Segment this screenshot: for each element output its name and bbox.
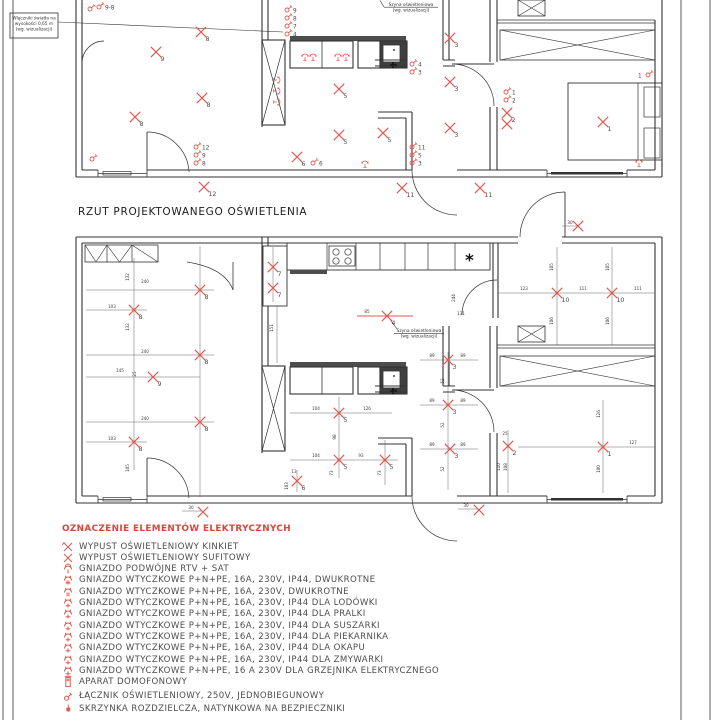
dimension-label: 93 xyxy=(358,453,364,458)
ceiling-light-mark xyxy=(197,93,211,109)
callout-text: (wg. wizualizacji) xyxy=(15,27,53,33)
ceiling-light-mark xyxy=(443,355,457,371)
plan1-walls xyxy=(76,0,662,215)
callout-track-plan2 xyxy=(397,327,442,340)
ceiling-light-mark xyxy=(198,507,208,517)
dimension-label: 126 xyxy=(363,406,371,411)
light-switch-mark xyxy=(311,158,323,167)
ceiling-light-mark xyxy=(598,117,612,133)
light-number: 7 xyxy=(277,292,282,299)
light-switch-mark xyxy=(504,95,516,104)
dimension-label: 105 xyxy=(549,263,554,271)
light-number: 3 xyxy=(454,86,459,93)
dimension-label: 108 xyxy=(503,463,508,471)
light-number: 7 xyxy=(277,271,282,278)
callout-text: wysokości 0,65 m xyxy=(14,22,54,27)
light-switch-mark xyxy=(194,150,206,159)
dimension-label: 126 xyxy=(596,410,601,418)
callout-text: (wg. wizualizacji) xyxy=(392,8,430,14)
ceiling-light-mark xyxy=(445,444,459,460)
dimension-label: 106 xyxy=(605,317,610,325)
legend-label: GNIAZDO WTYCZKOWE P+N+PE, 16A, 230V, IP44 DLA PRALKI xyxy=(79,609,366,620)
switch-number: 8 xyxy=(293,16,297,23)
dimension-label: 111 xyxy=(579,286,587,291)
switch-number: 1 xyxy=(512,90,516,97)
dimension-label: 89 xyxy=(460,398,466,403)
callout-text: (wg. wizualizacji) xyxy=(400,334,438,340)
dimension-label: 89 xyxy=(429,353,435,358)
dimension-label: 89 xyxy=(429,442,435,447)
dimension-label: 151 xyxy=(269,324,274,332)
legend-label: GNIAZDO WTYCZKOWE P+N+PE, 16 A 230V DLA GRZEJNIKA ELEKTRYCZNEGO xyxy=(79,665,440,676)
dimension-label: 52 xyxy=(440,378,445,384)
ceiling-light-mark xyxy=(292,152,306,168)
dimension-label: 103 xyxy=(108,436,116,441)
dimension-label: 25 xyxy=(502,431,508,436)
dimension-label: 127 xyxy=(629,440,637,445)
dimension-label: 52 xyxy=(440,422,445,428)
ceiling-light-mark xyxy=(151,47,165,63)
legend-label: GNIAZDO WTYCZKOWE P+N+PE, 16A, 230V, IP44 DLA LODÓWKI xyxy=(79,598,378,608)
ceiling-light-mark xyxy=(445,123,459,139)
dimension-label: 131 xyxy=(457,311,465,316)
hob-marker: * xyxy=(465,251,474,271)
light-number: 3 xyxy=(454,132,459,139)
light-number: 11 xyxy=(484,192,493,199)
legend-label: GNIAZDO WTYCZKOWE P+N+PE, 16A, 230V, IP44 DLA SUSZARKI xyxy=(79,620,380,631)
dimension-label: 105 xyxy=(605,263,610,271)
light-number: 8 xyxy=(204,426,209,433)
callout-geometry xyxy=(10,1,444,334)
legend-label: GNIAZDO WTYCZKOWE P+N+PE, 16A, 230V, DWUKROTNE xyxy=(79,586,349,597)
legend-label: WYPUST OŚWIETLENIOWY KINKIET xyxy=(79,541,239,552)
light-number: 2 xyxy=(511,117,516,124)
ceiling-light-mark xyxy=(268,262,282,278)
light-number: 9 xyxy=(157,381,162,388)
light-number: 1 xyxy=(607,451,612,458)
legend-label: SKRZYNKA ROZDZIELCZA, NATYNKOWA NA BEZPIECZNIKI xyxy=(79,703,346,714)
dimension-label: 240 xyxy=(141,279,149,284)
ceiling-light-mark xyxy=(443,400,457,416)
legend-label: ŁĄCZNIK OŚWIETLENIOWY, 250V, JEDNOBIEGUNOWY xyxy=(79,690,325,701)
ceiling-light-mark xyxy=(195,285,209,301)
power-socket-mark xyxy=(362,161,368,167)
power-socket-mark xyxy=(302,54,308,60)
light-number: 10 xyxy=(561,297,570,304)
light-switch-mark xyxy=(504,87,516,96)
ceiling-light-mark xyxy=(607,288,625,304)
light-number: 3 xyxy=(452,409,457,416)
ceiling-light-mark xyxy=(334,455,348,471)
light-number: 5 xyxy=(343,93,348,100)
legend-label: GNIAZDO WTYCZKOWE P+N+PE, 16A, 230V, IP44 DLA ZMYWARKI xyxy=(79,654,384,665)
plan2-walls xyxy=(76,192,662,541)
light-number: 8 xyxy=(138,446,143,453)
dimension-label: 132 xyxy=(125,273,130,281)
ceiling-light-mark xyxy=(380,455,394,471)
switch-number: 12 xyxy=(202,145,210,152)
plan2-marks xyxy=(108,220,642,517)
light-number: 6 xyxy=(301,161,306,168)
dimension-label: 104 xyxy=(312,406,320,411)
dimension-label: 73 xyxy=(329,470,334,476)
ceiling-light-mark xyxy=(148,372,162,388)
light-number: 2 xyxy=(512,450,517,457)
dimension-label: 103 xyxy=(284,482,289,490)
dimension-label: 30 xyxy=(188,505,194,510)
dimension-label: 25 xyxy=(132,371,137,377)
dimension-label: 52 xyxy=(440,466,445,472)
legend-title: OZNACZENIE ELEMENTÓW ELEKTRYCZNYCH xyxy=(62,524,292,534)
switch-number: 5 xyxy=(418,153,422,160)
ceiling-light-mark xyxy=(292,476,306,492)
power-socket-mark xyxy=(335,54,341,60)
dimension-label: 89 xyxy=(460,442,466,447)
ceiling-light-mark xyxy=(196,27,210,43)
switch-number: 2 xyxy=(512,98,516,105)
ceiling-light-mark xyxy=(552,288,570,304)
dimension-label: 111 xyxy=(634,286,642,291)
dimension-label: 240 xyxy=(141,349,149,354)
light-number: 3 xyxy=(454,42,459,49)
light-switch-mark xyxy=(97,2,115,11)
switch-number: 11 xyxy=(418,145,426,152)
extra-marks xyxy=(357,251,474,316)
light-number: 1 xyxy=(607,126,612,133)
light-switch-mark xyxy=(285,21,297,30)
switch-number: 9-8 xyxy=(105,5,115,12)
dimension-label: 103 xyxy=(108,304,116,309)
callout-text: Szyna oświetleniowa xyxy=(396,328,442,334)
light-number: 10 xyxy=(616,297,625,304)
light-number: 6 xyxy=(301,485,306,492)
ceiling-light-mark xyxy=(195,350,209,366)
switch-number: 3 xyxy=(418,70,422,77)
dimension-label: 85 xyxy=(364,309,370,314)
dimension-label: 73 xyxy=(377,470,382,476)
light-number: 12 xyxy=(208,191,217,198)
dimension-label: 123 xyxy=(520,286,528,291)
callout-text: Szyna oświetleniowa xyxy=(388,2,434,8)
plan1-title: RZUT PROJEKTOWANEGO OŚWIETLENIA xyxy=(78,206,308,218)
dimension-label: 13 xyxy=(291,469,297,474)
light-switch-mark xyxy=(194,142,210,151)
ceiling-light-mark xyxy=(502,119,512,129)
ceiling-light-mark xyxy=(475,183,493,199)
light-switch-mark xyxy=(285,13,297,22)
light-number: 5 xyxy=(387,137,392,144)
ceiling-light-mark xyxy=(334,84,348,100)
light-number: 9 xyxy=(160,56,165,63)
ceiling-light-mark xyxy=(129,305,143,321)
dimension-label: 132 xyxy=(125,323,130,331)
ceiling-light-mark xyxy=(195,417,209,433)
dimension-label: 100 xyxy=(596,465,601,473)
switch-number: 4 xyxy=(293,32,297,39)
ceiling-light-mark xyxy=(378,128,392,144)
dimension-label: 30 xyxy=(463,503,469,508)
ceiling-light-mark xyxy=(382,311,396,327)
light-switch-mark xyxy=(285,5,297,14)
switch-number: 9 xyxy=(202,153,206,160)
light-number: 5 xyxy=(343,139,348,146)
dimension-label: 98 xyxy=(332,434,337,440)
legend-label: WYPUST OŚWIETLENIOWY SUFITOWY xyxy=(79,552,251,563)
light-number: 8 xyxy=(205,36,210,43)
switch-number: 6 xyxy=(319,161,323,168)
ceiling-light-mark xyxy=(598,442,612,458)
power-socket-mark xyxy=(636,160,642,166)
dimension-label: 89 xyxy=(429,398,435,403)
light-number: 11 xyxy=(406,192,415,199)
ceiling-light-mark xyxy=(334,408,348,424)
light-number: 8 xyxy=(206,102,211,109)
ceiling-light-mark xyxy=(445,77,459,93)
ceiling-light-mark xyxy=(503,441,517,457)
legend-label: GNIAZDO WTYCZKOWE P+N+PE, 16A, 230V, IP44, DWUKROTNE xyxy=(79,575,376,586)
dimension-label: 106 xyxy=(549,317,554,325)
ceiling-light-mark xyxy=(130,112,144,128)
light-switch-mark xyxy=(410,67,422,76)
light-switch-mark xyxy=(638,70,653,79)
dimension-label: 104 xyxy=(312,453,320,458)
ceiling-light-mark xyxy=(199,182,217,198)
legend-label: GNIAZDO WTYCZKOWE P+N+PE, 16A, 230V, IP44 DLA OKAPU xyxy=(79,643,366,654)
power-socket-mark xyxy=(274,88,280,94)
dimension-label: 240 xyxy=(141,416,149,421)
callout-text: Włączniki światła na xyxy=(12,16,56,22)
light-number: 5 xyxy=(389,464,394,471)
light-number: 3 xyxy=(452,364,457,371)
light-number: 5 xyxy=(343,464,348,471)
light-number: 8 xyxy=(204,359,209,366)
legend-label: GNIAZDO PODWÓJNE RTV + SAT xyxy=(79,564,230,575)
dimension-label: 110 xyxy=(496,463,501,471)
legend-label: APARAT DOMOFONOWY xyxy=(79,677,188,688)
light-switch-mark xyxy=(88,4,95,11)
power-socket-mark xyxy=(343,54,349,60)
switch-number: 7 xyxy=(293,24,297,31)
callout-switch-height xyxy=(12,15,56,33)
ceiling-light-mark xyxy=(334,130,348,146)
switch-number: 3 xyxy=(418,161,422,168)
ceiling-light-mark xyxy=(129,437,143,453)
light-number: 4 xyxy=(391,320,396,327)
ceiling-light-mark xyxy=(268,283,282,299)
callout-track-top xyxy=(389,1,434,14)
dimension-label: 89 xyxy=(460,353,466,358)
ceiling-light-mark xyxy=(397,183,415,199)
dimension-label: 145 xyxy=(116,368,124,373)
switch-number: 1 xyxy=(638,73,642,80)
dimension-label: 105 xyxy=(125,464,130,472)
light-number: 5 xyxy=(343,417,348,424)
light-number: 8 xyxy=(138,314,143,321)
sheet-frame xyxy=(3,0,710,720)
switch-number: 4 xyxy=(418,62,422,69)
light-switch-mark xyxy=(194,158,206,167)
ceiling-light-mark xyxy=(474,505,484,515)
dimension-label: 244 xyxy=(451,294,456,302)
plan2-guide-lines xyxy=(86,226,655,511)
light-number: 8 xyxy=(204,294,209,301)
switch-number: 8 xyxy=(202,161,206,168)
dimension-label: 30 xyxy=(567,220,573,225)
power-socket-mark xyxy=(310,54,316,60)
ceiling-light-mark xyxy=(445,33,459,49)
light-switch-mark xyxy=(90,154,97,161)
switch-number: 9 xyxy=(293,8,297,15)
light-switch-mark xyxy=(410,59,422,68)
light-number: 3 xyxy=(454,453,459,460)
light-number: 8 xyxy=(139,121,144,128)
legend-label: GNIAZDO WTYCZKOWE P+N+PE, 16A, 230V, IP44 DLA PIEKARNIKA xyxy=(79,631,389,642)
